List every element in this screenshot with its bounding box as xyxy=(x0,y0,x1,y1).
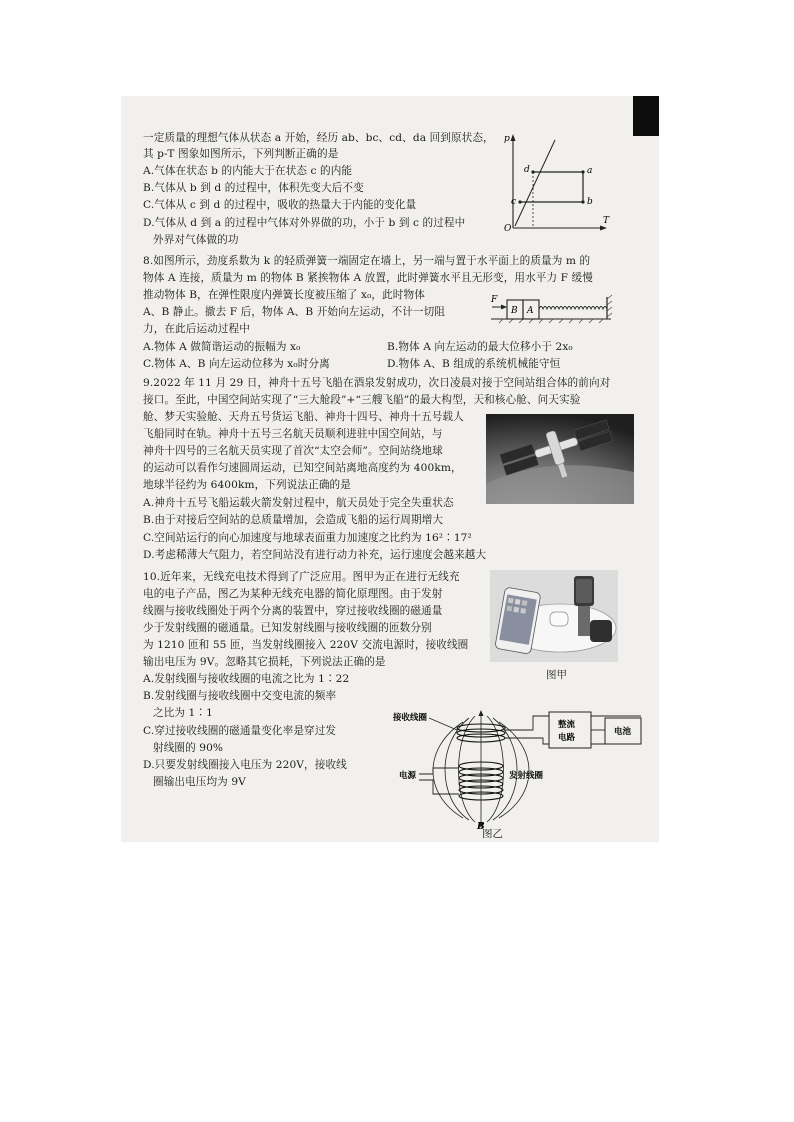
q9-option-a: A.神舟十五号飞船运载火箭发射过程中，航天员处于完全失重状态 xyxy=(143,497,454,509)
spring-block-diagram xyxy=(489,291,614,323)
q8-option-c: C.物体 A、B 向左运动位移为 x₀时分离 xyxy=(143,358,330,370)
power-wire-top xyxy=(419,768,459,774)
force-label: F xyxy=(491,295,498,305)
battery-label: 电池 xyxy=(614,727,632,737)
q8-option-a: A.物体 A 做简谐运动的振幅为 x₀ xyxy=(143,341,301,353)
send-coil-label: 发射线圈 xyxy=(509,771,544,781)
q10-stem-line6: 输出电压为 9V。忽略其它损耗，下列说法正确的是 xyxy=(143,656,386,668)
power-label: 电源 xyxy=(399,771,417,781)
q9-stem-line3: 舱、梦天实验舱、天舟五号货运飞船、神舟十四号、神舟十五号载人 xyxy=(143,411,464,423)
q9-stem-line6: 的运动可以看作匀速圆周运动，已知空间站离地高度约为 400km， xyxy=(143,462,462,474)
b-field-label: B xyxy=(477,822,485,830)
q10-stem-line4: 少于发射线圈的磁通量。已知发射线圈与接收线圈的匝数分别 xyxy=(143,622,432,634)
block-b-label: B xyxy=(511,306,518,316)
q10-option-c-line1: C.穿过接收线圈的磁通量变化率是穿过发 xyxy=(143,725,337,737)
q7-stem-line2: 其 p-T 图象如图所示，下列判断正确的是 xyxy=(143,148,339,160)
q8-stem-line5: 力，在此后运动过程中 xyxy=(143,323,250,335)
block-a-label: A xyxy=(527,306,534,316)
line-through-origin xyxy=(515,140,555,226)
q10-stem-line1: 10.近年来，无线充电技术得到了广泛应用。图甲为正在进行无线充 xyxy=(143,571,460,583)
q7-option-d-line1: D.气体从 d 到 a 的过程中气体对外界做的功，小于 b 到 c 的过程中 xyxy=(143,217,466,229)
q9-option-c: C.空间站运行的向心加速度与地球表面重力加速度之比约为 16²∶17² xyxy=(143,532,472,544)
point-c xyxy=(518,200,521,203)
field-lines xyxy=(433,714,529,824)
q10-option-d-line2: 圈输出电压均为 9V xyxy=(153,776,246,788)
label-t: T xyxy=(603,216,610,226)
floor-hatch xyxy=(499,319,603,323)
q7-option-d-line2: 外界对气体做的功 xyxy=(153,234,239,246)
spring xyxy=(539,307,607,310)
q10-option-b-line1: B.发射线圈与接收线圈中交变电流的频率 xyxy=(143,690,337,702)
t-axis-arrow xyxy=(600,226,607,231)
field-arrow-top xyxy=(479,710,484,716)
q10-stem-line2: 电的电子产品，图乙为某种无线充电器的简化原理图。由于发射 xyxy=(143,588,443,600)
q7-option-c: C.气体从 c 到 d 的过程中，吸收的热量大于内能的变化量 xyxy=(143,199,417,211)
scanned-exam-page xyxy=(121,96,659,842)
q9-stem-line2: 接口。至此，中国空间站实现了“三大舱段”+“三艘飞船”的最大构型，天和核心舱、问天实验 xyxy=(143,394,581,406)
wireless-charger-circuit xyxy=(393,708,655,830)
q10-option-d-line1: D.只要发射线圈接入电压为 220V，接收线 xyxy=(143,759,347,771)
q9-stem-line4: 飞船同时在轨。神舟十五号三名航天员顺利进驻中国空间站，与 xyxy=(143,428,443,440)
q7-option-b: B.气体从 b 到 d 的过程中，体积先变大后不变 xyxy=(143,182,364,194)
p-axis-arrow xyxy=(511,134,516,141)
wall-hatch xyxy=(607,295,612,317)
label-o: O xyxy=(504,224,512,232)
q8-option-d: D.物体 A、B 组成的系统机械能守恒 xyxy=(387,358,561,370)
q8-stem-line1: 8.如图所示，劲度系数为 k 的轻质弹簧一端固定在墙上，另一端与置于水平面上的质量为 m 的 xyxy=(143,255,591,267)
q9-stem-line1: 9.2022 年 11 月 29 日，神舟十五号飞船在酒泉发射成功，次日凌晨对接于空间站组合体的前向对 xyxy=(143,377,611,389)
q8-stem-line3: 推动物体 B，在弹性限度内弹簧长度被压缩了 x₀，此时物体 xyxy=(143,289,425,301)
point-d xyxy=(531,170,534,173)
space-station-photo xyxy=(486,414,634,504)
q8-option-b: B.物体 A 向左运动的最大位移小于 2x₀ xyxy=(387,341,573,353)
wireless-charger-photo xyxy=(490,570,618,662)
rectifier-label-2: 电路 xyxy=(558,733,576,743)
recv-coil-label: 接收线圈 xyxy=(393,713,428,723)
label-p: p xyxy=(504,134,510,144)
q7-stem-line1: 一定质量的理想气体从状态 a 开始，经历 ab、bc、cd、da 回到原状态， xyxy=(143,132,494,144)
recv-coil-pointer xyxy=(429,718,457,730)
force-arrowhead xyxy=(501,305,507,310)
q10-option-c-line2: 射线圈的 90% xyxy=(153,742,224,754)
q10-option-a: A.发射线圈与接收线圈的电流之比为 1∶22 xyxy=(143,673,350,685)
q10-option-b-line2: 之比为 1∶1 xyxy=(153,707,213,719)
pt-diagram xyxy=(501,132,611,232)
point-a xyxy=(581,170,584,173)
label-c: c xyxy=(511,197,517,207)
q9-option-d: D.考虑稀薄大气阻力，若空间站没有进行动力补充，运行速度会越来越大 xyxy=(143,549,487,561)
rectifier-label-1: 整流 xyxy=(558,720,576,730)
q9-stem-line7: 地球半径约为 6400km，下列说法正确的是 xyxy=(143,479,351,491)
q9-stem-line5: 神舟十四号的三名航天员实现了首次“太空会师”。空间站绕地球 xyxy=(143,445,443,457)
q8-stem-line2: 物体 A 连接，质量为 m 的物体 B 紧挨物体 A 放置，此时弹簧水平且无形变，用水平力 F 缓慢 xyxy=(143,272,593,284)
power-wire-bottom xyxy=(419,780,459,794)
q8-stem-line4: A、B 静止。撤去 F 后，物体 A、B 开始向左运动，不计一切阻 xyxy=(143,306,446,318)
q10-stem-line5: 为 1210 匝和 55 匝，当发射线圈接入 220V 交流电源时，接收线圈 xyxy=(143,639,469,651)
figure-yi-caption: 图乙 xyxy=(482,828,503,840)
figure-jia-caption: 图甲 xyxy=(546,669,567,681)
label-a: a xyxy=(587,166,593,176)
label-b: b xyxy=(587,197,593,207)
point-b xyxy=(581,200,584,203)
q9-option-b: B.由于对接后空间站的总质量增加，会造成飞船的运行周期增大 xyxy=(143,514,444,526)
q10-stem-line3: 线圈与接收线圈处于两个分离的装置中，穿过接收线圈的磁通量 xyxy=(143,605,443,617)
scan-shadow xyxy=(633,96,659,136)
label-d: d xyxy=(524,165,530,175)
q7-option-a: A.气体在状态 b 的内能大于在状态 c 的内能 xyxy=(143,165,353,177)
